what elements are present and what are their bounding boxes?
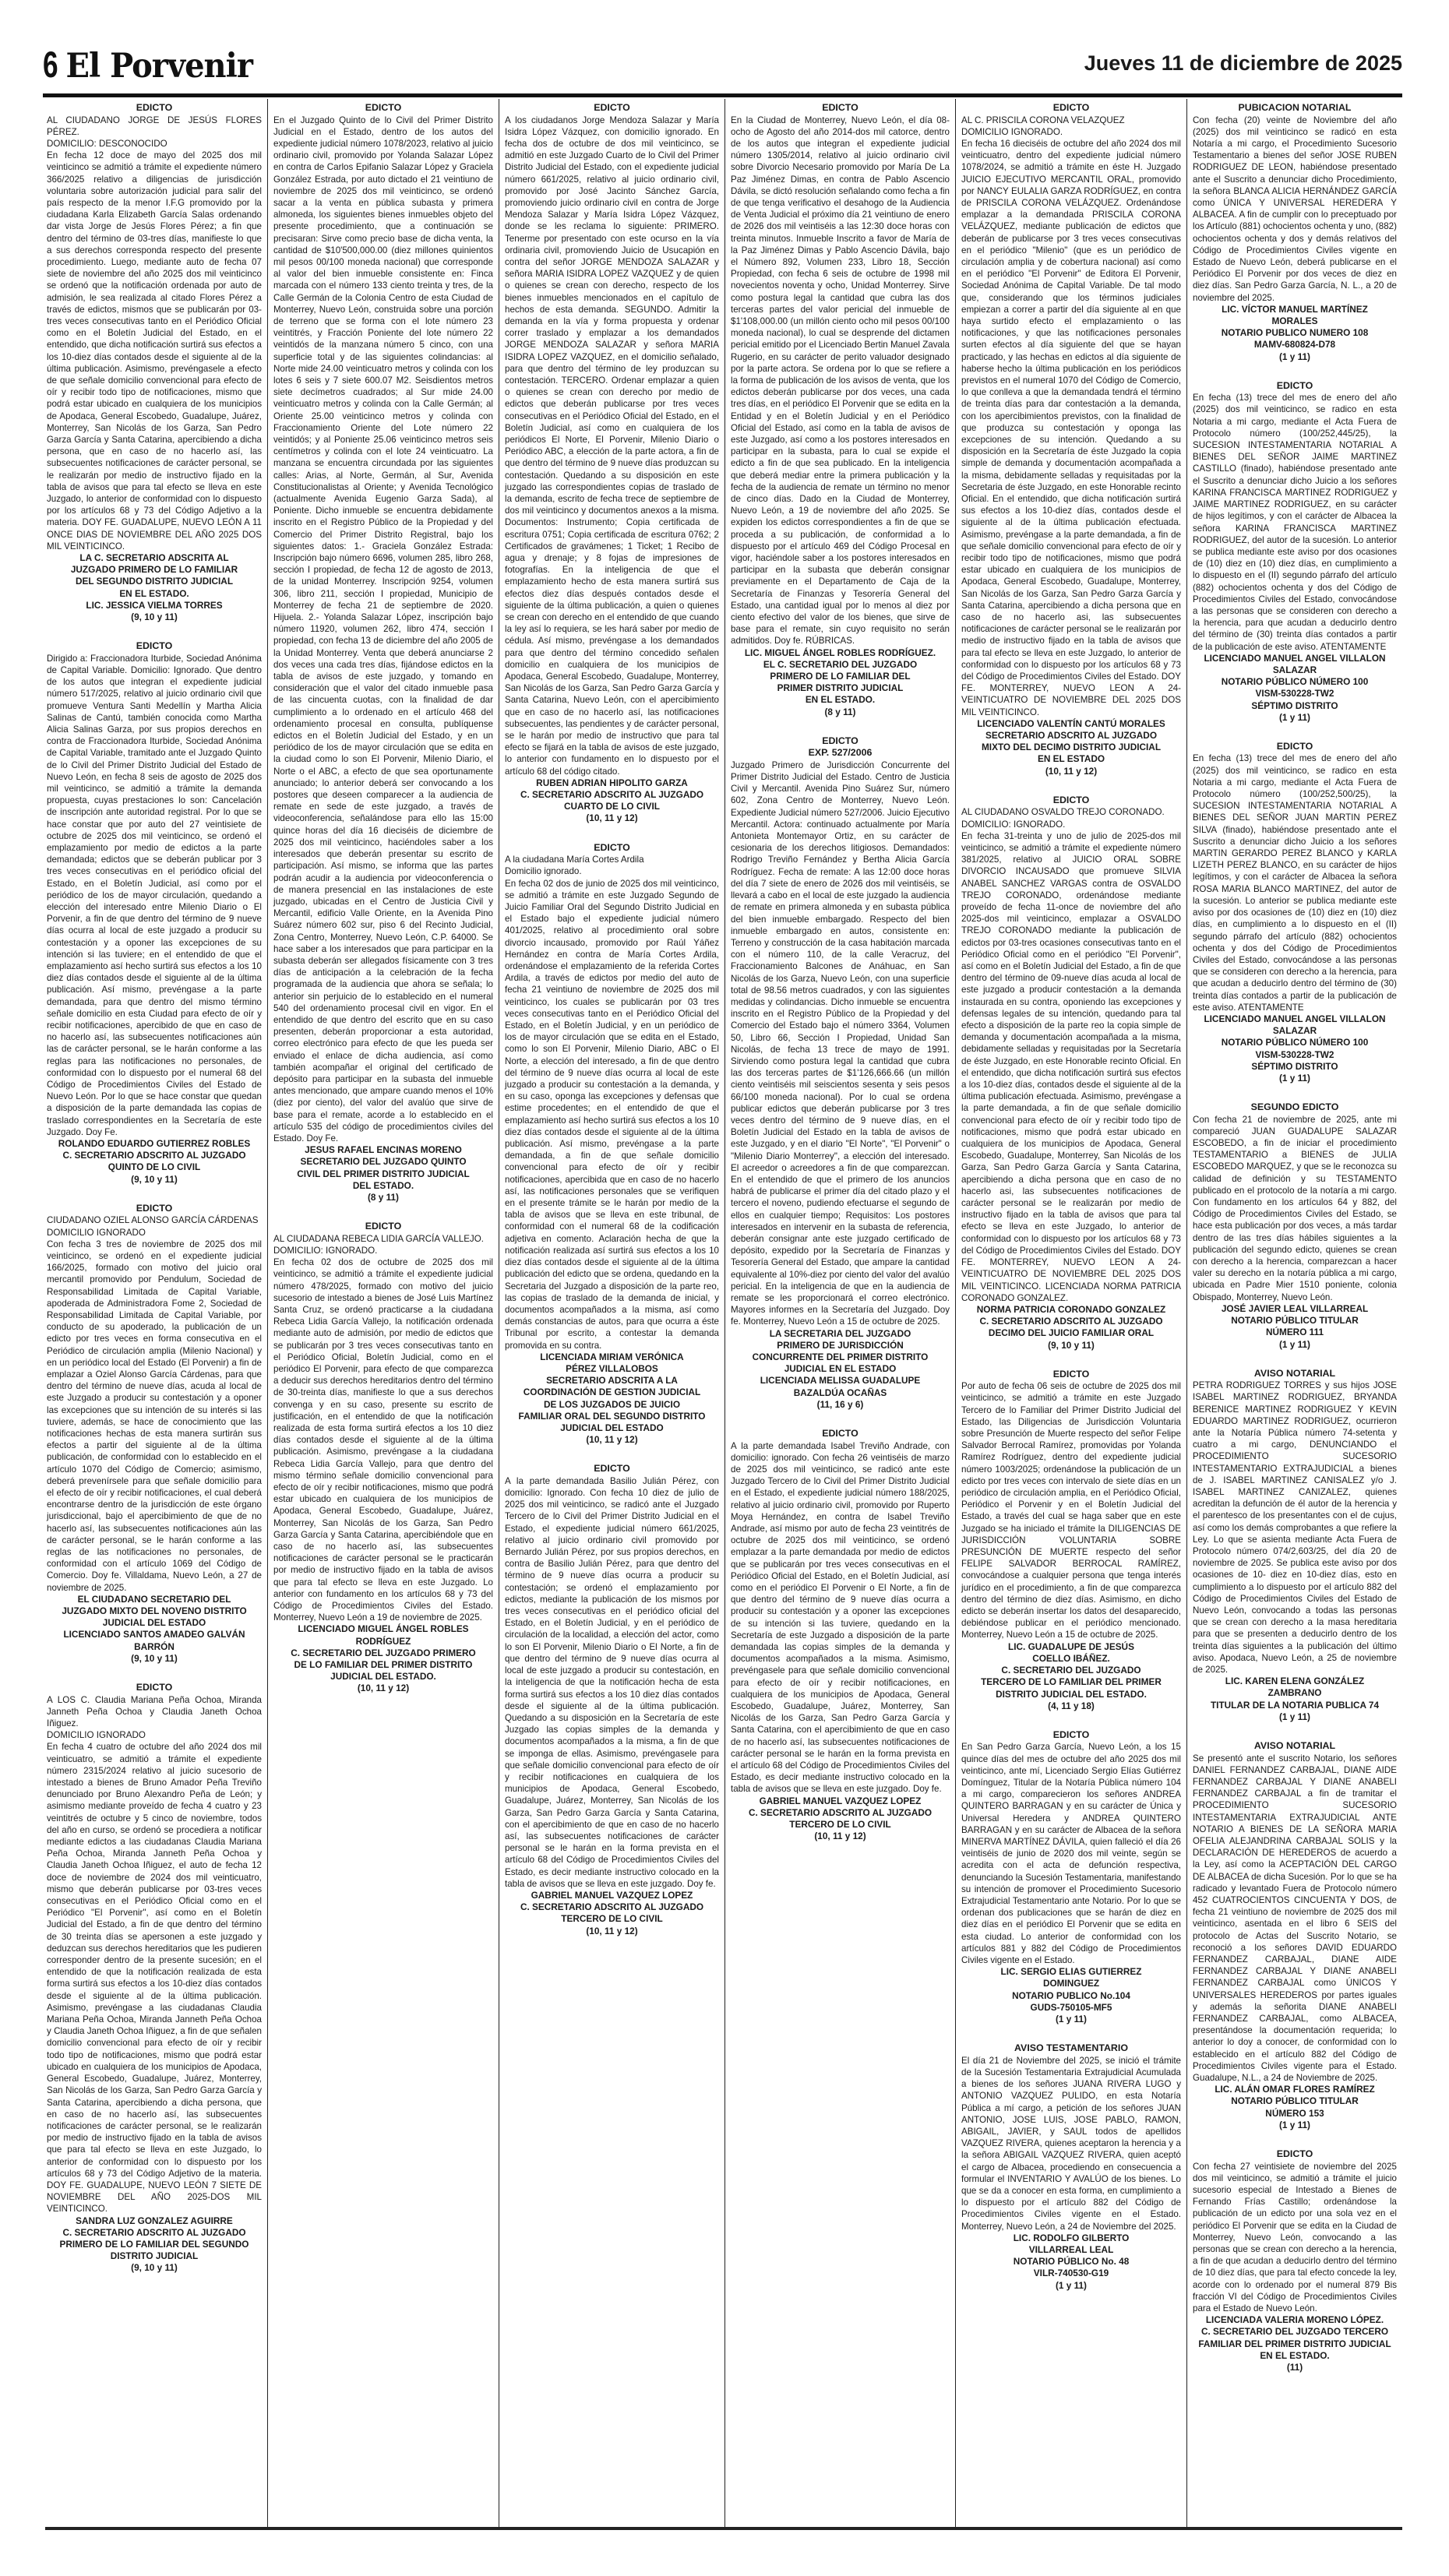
notice-body: PETRA RODRIGUEZ TORRES y sus hijos JOSE ISABEL MARTINEZ RODRIGUEZ, BRYANDA BERENICE MARTINEZ RODRIGUEZ Y KEVIN EDUARDO MARTINEZ RODRIGUEZ, ocurrieron ante la Notaría Pública número 74-setenta y cuatro a mi cargo, DENUNCIANDO el PROCEDIMIENTO SUCESORIO INTESTAMENTARIO EXTRAJUDICIAL a bienes de J. ISABEL MARTINEZ CANISALEZ y/o J. ISABEL MARTINEZ CANIZALEZ, quienes acreditan la defunción de él autor de la herencia y el parentesco de los presentantes con el de cujus, así como los demás comprobantes a que refiere la Ley. Lo que se asienta mediante Acta Fuera de Protocolo número 074/2,603/25, del día 20 de noviembre de 2025. Se publica este aviso por dos ocasiones de 10- diez en 10-diez días, esto en cumplimiento a lo dispuesto por el artículo 882 del Código de Procedimientos Civiles del Estado de Nuevo León, convocando a todas las personas que se crean con derecho a la masa hereditaria para que se presenten a deducirlo dentro de los treinta días siguientes a la publicación del último aviso. Apodaca, Nuevo León, a 25 de noviembre de 2025. <box>1193 1380 1397 1676</box>
publication-dates: (8 y 11) <box>367 1191 399 1203</box>
publication-dates: (1 y 11) <box>1278 711 1310 723</box>
notice-signature <box>1193 1013 1397 1073</box>
signature-line: JOSÉ JAVIER LEAL VILLARREAL <box>1221 1302 1369 1314</box>
signature-line: C. SECRETARIO ADSCRITO AL JUZGADO <box>62 1150 246 1161</box>
page-number: 6 <box>43 44 58 86</box>
signature-line: LICENCIADO SANTOS AMADEO GALVÁN <box>63 1629 245 1640</box>
signature-line: DE LO FAMILIAR DEL PRIMER DISTRITO <box>294 1659 473 1670</box>
signature-line: SANDRA LUZ GONZALEZ AGUIRRE <box>76 2215 233 2226</box>
signature-line: LIC. RODOLFO GILBERTO <box>1013 2232 1130 2243</box>
legal-notice <box>47 640 262 1186</box>
legal-notice <box>505 1463 719 1936</box>
signature-line: NÚMERO 153 <box>1265 2107 1324 2119</box>
notice-signature <box>1193 1676 1397 1711</box>
publication-dates: (9, 10 y 11) <box>131 1173 178 1185</box>
notice-signature <box>47 552 262 611</box>
signature-line: NORMA PATRICIA CORONADO GONZALEZ <box>976 1303 1166 1315</box>
publication-dates: (8 y 11) <box>824 706 856 717</box>
signature-line: LICENCIADA MELISSA GUADALUPE <box>760 1375 921 1387</box>
notice-body: Se presentó ante el suscrito Notario, los señores DANIEL FERNANDEZ CARBAJAL, DIANE AIDE FERNANDEZ CARBAJAL Y DIANE ANABELI FERNANDEZ CARBAJAL a fin de tramitar el PROCEDIMIENTO SUCESORIO INTESTAMENTARIA EXTRAJUDICIAL ANTE NOTARIO A BIENES DE LA SEÑORA MARIA OFELIA ALEJANDRINA CARBAJAL SOLIS y la DECLARACIÓN DE HEREDEROS de acuerdo a la Ley, así como la ACEPTACIÓN DEL CARGO DE ALBACEA de dicha Sucesión. Por lo que se ha radicado y levantado Fuera de Protocolo número 452 CUATROCIENTOS CINCUENTA Y DOS, de fecha 21 veintiuno de noviembre de 2025 dos mil veinticinco, asentada en el libro 6 SEIS del protocolo de Actas del Suscrito Notario, se reconoció a los señores DAVID EDUARDO FERNANDEZ CARBAJAL, DIANE AIDE FERNANDEZ CARBAJAL Y DIANE ANABELI FERNANDEZ CARBAJAL como ÚNICOS Y UNIVERSALES HEREDEROS por partes iguales y además la señorita DIANE ANABELI FERNANDEZ CARBAJAL, como ALBACEA, presentándose la documentación requerida; lo anterior lo doy a conocer, de conformidad con lo establecido en el artículo 882 del Código de Procedimientos Civiles vigente para el Estado. Guadalupe, N.L., a 24 de Noviembre de 2025. <box>1193 1753 1397 2084</box>
publication-dates: (1 y 11) <box>1278 2119 1310 2130</box>
notice-title: EDICTO <box>1052 1728 1090 1740</box>
notice-signature <box>961 718 1181 766</box>
signature-line: SALAZAR <box>1272 664 1317 675</box>
publication-dates: (1 y 11) <box>1055 2279 1087 2291</box>
column-1 <box>45 99 267 2527</box>
notice-domicile: DOMICILIO IGNORADO <box>47 1730 146 1741</box>
signature-line: NOTARIO PÚBLICO NÚMERO 100 <box>1221 1037 1369 1048</box>
notice-title: EDICTO <box>594 1463 630 1475</box>
signature-line: BARRÓN <box>134 1640 175 1652</box>
signature-line: JUDICIAL DEL ESTADO <box>560 1422 664 1433</box>
signature-line: VILR-740530-G19 <box>1033 2268 1109 2279</box>
signature-line: LA SECRETARIA DEL JUZGADO <box>769 1327 911 1339</box>
notice-signature <box>1193 2084 1397 2120</box>
notice-addressee: CIUDADANO OZIEL ALONSO GARCÍA CÁRDENAS <box>47 1215 259 1226</box>
legal-notice <box>1193 380 1397 724</box>
notice-body: A la parte demandada Basilio Julián Pérez, con domicilio: Ignorado. Con fecha 10 diez de julio de 2025 dos mil veinticinco, se radicó ante el Juzgado Tercero de lo Civil del Primer Distrito Judicial en el Estado, el expediente judicial número 661/2025, relativo al juicio ordinario civil promovido por Bernardo Julián Pérez, por sus propios derechos, en contra de Basilio Julián Pérez, para que dentro del término de 9 nueve días ocurra a producir su contestación; se ordenó el emplazamiento por edictos, mediante la publicación de los mismos por tres veces consecutivas en el periódico oficial del Estado, en el Boletín Judicial, y en el periódico de circulación de la localidad, a elección del actor, como lo son El Porvenir, Milenio Diario o El Norte, a fin de que dentro del término de 9 nueve días ocurra al local de este juzgado a producir su contestación, en la inteligencia de que la notificación hecha de esta forma surtirá sus efectos a los 10 diez días contados desde el siguiente al de la última publicación. Quedando a su disposición en la Secretaría de este Juzgado las copias simples de la demanda y documentos acompañados a la misma, a fin de que se imponga de ellas. Asimismo, prevéngasele para que señale domicilio convencional para efecto de oír y recibir notificaciones en cualquiera de los municipios de Apodaca, General Escobedo, Guadalupe, Juárez, Monterrey, San Nicolás de los Garza, San Pedro Garza García y Santa Catarina, con el apercibimiento de que en caso de no hacerlo así, las subsecuentes notificaciones de carácter personal se le harán en la forma prevista en el artículo 68 del Código de Procedimientos Civiles del Estado, es decir mediante instructivo colocado en la tabla de avisos que se lleva en este juzgado. Doy fe. <box>505 1475 719 1889</box>
column-2 <box>267 99 499 2527</box>
publication-dates: (1 y 11) <box>1278 351 1310 362</box>
notice-title: EDICTO <box>822 102 858 113</box>
notice-title: SEGUNDO EDICTO <box>1250 1101 1339 1113</box>
notice-addressee: AL CIUDADANO OSVALDO TREJO CORONADO. <box>961 807 1165 818</box>
notice-domicile: DOMICILIO IGNORADO <box>47 1227 146 1238</box>
column-4 <box>724 99 955 2527</box>
signature-line: ROLANDO EDUARDO GUTIERREZ ROBLES <box>58 1138 251 1150</box>
notice-signature <box>961 1966 1181 2014</box>
notice-addressee: AL C. PRISCILA CORONA VELAZQUEZ <box>961 115 1125 125</box>
signature-line: C. SECRETARIO DEL JUZGADO <box>1001 1665 1141 1676</box>
signature-line: EL C. SECRETARIO DEL JUZGADO <box>763 658 918 670</box>
signature-line: C. SECRETARIO ADSCRITO AL JUZGADO <box>520 1901 704 1913</box>
signature-line: LICENCIADO VALENTÍN CANTÚ MORALES <box>977 717 1165 729</box>
signature-line: TERCERO DE LO CIVIL <box>561 1913 663 1925</box>
notice-title: AVISO TESTAMENTARIO <box>1014 2042 1128 2054</box>
notice-title: AVISO NOTARIAL <box>1253 1740 1336 1752</box>
legal-notice <box>731 1428 950 1842</box>
signature-line: LIC. MIGUEL ÁNGEL ROBLES RODRÍGUEZ. <box>744 647 936 658</box>
signature-line: EL CIUDADANO SECRETARIO DEL <box>77 1593 231 1605</box>
signature-line: JUZGADO PRIMERO DE LO FAMILIAR <box>70 564 238 576</box>
signature-line: DISTRITO JUDICIAL DEL ESTADO. <box>996 1688 1147 1700</box>
signature-line: JUDICIAL DEL ESTADO <box>102 1617 206 1629</box>
signature-line: C. SECRETARIO ADSCRITO AL JUZGADO <box>979 1316 1163 1327</box>
signature-line: NOTARIO PÚBLICO No. 48 <box>1013 2256 1130 2268</box>
signature-line: ZAMBRANO <box>1267 1687 1322 1699</box>
publication-dates: (10, 11 y 12) <box>1045 765 1098 777</box>
notice-title: EDICTO <box>136 1682 173 1693</box>
signature-line: SECRETARIO DEL JUZGADO QUINTO <box>300 1156 467 1168</box>
legal-notice <box>47 102 262 623</box>
signature-line: NOTARIO PÚBLICO TITULAR <box>1231 2095 1359 2107</box>
signature-line: MORALES <box>1271 315 1318 326</box>
signature-line: CUARTO DE LO CIVIL <box>564 801 660 812</box>
signature-line: FAMILIAR ORAL DEL SEGUNDO DISTRITO <box>518 1410 706 1422</box>
legal-notice <box>47 1682 262 2274</box>
legal-notice <box>961 1369 1181 1712</box>
signature-line: C. SECRETARIO ADSCRITO AL JUZGADO <box>62 2226 246 2238</box>
notice-body: Juzgado Primero de Jurisdicción Concurrente del Primer Distrito Judicial del Estado. Centro de Justicia Civil y Mercantil. Avenida Pino Suárez Sur, número 602, Zona Centro de Monterrey, Nuevo León. Expediente Judicial número 527/2006. Juicio Ejecutivo Mercantil. Actora: continuado actualmente por María Antonieta Montemayor Ortiz, en su carácter de cesionaria de los derechos litigiosos. Demandados: Rodrigo Treviño Fernández y Bertha Alicia García Rodríguez. Fecha de remate: A las 12:00 doce horas del día 7 siete de enero de 2026 dos mil veintiséis, se llevará a cabo en el local de este juzgado la audiencia de remate en primera almoneda y en subasta pública del bien inmueble embargado. Respecto del bien inmueble embargado en autos, consistente en: Terreno y construcción de la casa habitación marcada con el número 110, de la calle Veracruz, del Fraccionamiento Balcones de Anáhuac, en San Nicolás de los Garza, Nuevo León, con una superficie total de 98.56 metros cuadrados, y con las siguientes medidas y colindancias. Dicho inmueble se encuentra inscrito en el Registro Público de la Propiedad y del Comercio del Estado bajo el número 3364, Volumen 50, Libro 66, Sección I Propiedad, Unidad San Nicolás, de fecha 13 trece de mayo de 1991. Sirviendo como postura legal la cantidad que cubra las dos terceras partes de $1'126,666.66 (un millón ciento veintiséis mil seiscientos sesenta y seis pesos 66/100 moneda nacional). Por lo cual se ordena publicar edictos que deberán publicarse por 3 tres veces dentro del término de 9 nueve días, en el Boletín Judicial del Estado en la tabla de avisos de este Juzgado, y en el diario "El Norte", "El Porvenir" o "Milenio Diario Monterrey", a elección del interesado. El acreedor o acreedores a fin de que comparezcan. En el entendido de que el primero de los anuncios habrá de publicarse el primer día del citado plazo y el tercero el noveno, pudiendo efectuarse el segundo de ellos en cualquier tiempo; Requisitos: Los postores interesados en intervenir en la subasta de referencia, deberán consignar ante este juzgado certificado de depósito, expedido por la Secretaría de Finanzas y Tesorería General del Estado, que ampare la cantidad equivalente al 10%-diez por ciento del valor del avalúo pericial. En la inteligencia de que en la audiencia de remate se les proporcionará el correo electrónico. Mayores informes en la Secretaría del Juzgado. Doy fe. Monterrey, Nuevo León a 15 de octubre de 2025. <box>731 759 950 1327</box>
signature-line: LIC. GUADALUPE DE JESÚS <box>1008 1640 1134 1652</box>
masthead <box>43 45 1402 89</box>
signature-line: JUDICIAL DEL ESTADO. <box>330 1671 436 1683</box>
notice-body: Por auto de fecha 06 seis de octubre de 2025 dos mil veinticinco, se admitió a trámite en este Juzgado Tercero de lo Familiar del Primer Distrito Judicial del Estado, las Diligencias de Jurisdicción Voluntaria sobre Presunción de Muerte respecto del señor Felipe Salvador Berrocal Ramírez, promovidas por Yolanda Ramírez Rodríguez, dentro del expediente judicial número 1003/2025; ordenándose la publicación de un edicto por tres veces con intervalo de siete días en un periódico de circulación amplia, en el Periódico Oficial, Periódico el Porvenir y en el Boletín Judicial del Estado, a través del cual se haga saber que en este Juzgado se ha iniciado el trámite la DILIGENCIAS DE JURISDICCIÓN VOLUNTARIA SOBRE PRESUNCIÓN DE MUERTE respecto del señor FELIPE SALVADOR BERROCAL RAMÍREZ, convocándose a cualquier persona que tenga interés jurídico en el procedimiento, a fin de que comparezca dentro del término de diez días. Asimismo, en dicho edicto se deberán insertar los datos del desaparecido, debiéndose publicar en el periódico mencionado. Monterrey, Nuevo León a 15 de octubre de 2025. <box>961 1381 1181 1640</box>
publication-dates: (11, 16 y 6) <box>816 1398 864 1410</box>
notice-signature <box>505 1351 719 1434</box>
publication-dates: (10, 11 y 12) <box>586 1925 638 1936</box>
signature-line: SÉPTIMO DISTRITO <box>1251 1060 1338 1072</box>
notice-signature <box>1193 304 1397 351</box>
notice-title: EDICTO <box>1052 794 1090 805</box>
signature-line: PRIMER DISTRITO JUDICIAL <box>777 682 904 694</box>
notice-body: En la Ciudad de Monterrey, Nuevo León, el día 08-ocho de Agosto del año 2014-dos mil catorce, dentro de los autos que integran el expediente judicial número 1305/2014, relativo al juicio ordinario civil sobre Divorcio Necesario promovido por María De La Paz Jiménez Dimas, en contra de Pablo Ascencio Dávila, se dictó resolución señalando como fecha a fin de que tenga verificativo el desahogo de la Audiencia de Venta Judicial el próximo día 21 veintiuno de enero de 2026 dos mil veintiséis a las 12:30 doce horas con treinta minutos. Inmueble Inscrito a favor de María de la Paz Jiménez Dimas y Pablo Ascencio Dávila, bajo el Número 892, Volumen 233, Libro 18, Sección Propiedad, con fecha 6 seis de octubre de 1998 mil novecientos noventa y ocho, Unidad Monterrey. Sirve como postura legal la cantidad que cubra las dos terceras partes del valor pericial del inmueble de $1'108,000.00 (un millón ciento ocho mil pesos 00/100 moneda nacional), lo cual se desprende del dictamen pericial emitido por el Licenciado Bertin Manuel Zavala Rugerio, en su carácter de perito valuador designado por la parte actora. Se ordena por lo que se refiere a la forma de publicación de los avisos de venta, que los edictos deberán publicarse por dos veces, una cada tres días, en el periódico El Porvenir que se edita en la Entidad y en el Boletín Judicial y en el Periódico Oficial del Estado, así como en la tabla de avisos de este Juzgado, así como a los postores interesados en participar en la subasta, para lo cual se expide el edicto a fin de que sea publicado. En la inteligencia que deberá mediar entre la primera publicación y la fecha de la audiencia de remate un término no menor de cinco días. Dado en la Ciudad de Monterrey, Nuevo León, a 19 de noviembre del año 2025. Se expiden los edictos correspondientes a fin de que se proceda a su publicación, de conformidad a lo dispuesto por el artículo 469 del Código Procesal en vigor, haciéndole saber a los postores interesados en participar en la subasta que deberán consignar previamente en el Departamento de Caja de la Secretaría de Finanzas y Tesorería General del Estado, una cantidad igual por lo menos al diez por ciento efectivo del valor de los bienes, que sirve de base para el remate, sin cuyo requisito no serán admitidos. Doy fe. RÚBRICAS. <box>731 115 950 647</box>
legal-notice <box>961 1729 1181 2025</box>
notice-body: En fecha 16 dieciséis de octubre del año 2024 dos mil veinticuatro, dentro del expediente judicial número 1078/2024, se admitió a trámite en éste H. Juzgado JUICIO EJECUTIVO MERCANTIL ORAL, promovido por NANCY EULALIA GARZA RODRÍGUEZ, en contra de PRISCILA CORONA VELÁZQUEZ. Ordenándose emplazar a la demandada PRISCILA CORONA VELÁZQUEZ, mediante publicación de edictos que deberán de publicarse por 3 tres veces consecutivas en el periódico "Milenio" (que es un periódico de circulación amplia y de cobertura nacional) así como en el periódico "El Porvenir" de Editora El Porvenir, Sociedad Anónima de Capital Variable. De tal modo que, considerando que los términos judiciales empiezan a correr a partir del día siguiente al en que haya surtido efecto el emplazamiento o las notificaciones, y que las notificaciones personales surten efectos al día siguiente del que se hayan practicado, y las hechas en edictos al día siguiente de haberse hecho la última publicación en los periódicos previstos en el numeral 1070 del Código de Comercio, lo que conlleva a que la demandada tendrá el término de treinta días para dar contestación a la demanda, con los apercibimientos previstos, con la finalidad de que produzca su contestación y oponga las excepciones de su intención. Quedando a su disposición en la Secretaría de éste Juzgado la copia simple de demanda y documentación acompañada a la misma, debidamente selladas y requisitadas por la Secretaria de éste Juzgado, en este Honorable recinto Oficial. En el entendido, que dicha notificación surtirá sus efectos a los 10-diez días, contados desde el siguiente al de la última publicación efectuada. Asimismo, prevéngase a la parte demandada, a fin de que señale domicilio convencional para efecto de oír y recibir todo tipo de notificaciones, mismo que podrá estar ubicado en cualquiera de los municipios de Apodaca, General Escobedo, Guadalupe, Monterrey, San Nicolás de los Garza, San Pedro Garza García y Santa Catarina, apercibiendo a dicha persona que en caso de no hacerlo asi, las subsecuentes notificaciones de carácter personal se le realizarán por medio de instructivo fijado en la tabla de avisos que para tal efecto se lleva en este Juzgado, lo anterior de conformidad con lo dispuesto por los artículos 68 y 73 del Código de Procedimientos Civiles del Estado. DOY FE. MONTERREY, NUEVO LEON A 24-VEINTICUATRO DE NOVIEMBRE DEL 2025 DOS MIL VEINTICINCO. <box>961 138 1181 717</box>
signature-line: CONCURRENTE DEL PRIMER DISTRITO <box>752 1351 929 1363</box>
legal-notice <box>273 102 493 1203</box>
signature-line: EN EL ESTADO. <box>1260 2349 1330 2361</box>
signature-line: QUINTO DE LO CIVIL <box>108 1161 201 1173</box>
notice-title: EDICTO <box>136 640 173 652</box>
legal-notice <box>1193 741 1397 1084</box>
signature-line: LICENCIADA VALERIA MORENO LÓPEZ. <box>1205 2314 1384 2326</box>
legal-notice <box>505 102 719 825</box>
notice-title: EDICTO <box>1276 2148 1313 2160</box>
signature-line: C. SECRETARIO ADSCRITO AL JUZGADO <box>520 789 704 801</box>
notice-signature <box>505 777 719 813</box>
signature-line: MAMV-680824-D78 <box>1253 339 1336 351</box>
notice-addressee: A LOS C. Claudia Mariana Peña Ochoa, Miranda Janneth Peña Ochoa y Claudia Janeth Ochoa Iñiguez. <box>47 1694 262 1728</box>
notice-title: EDICTO <box>365 1221 402 1232</box>
signature-line: LA C. SECRETARIO ADSCRITA AL <box>79 552 229 564</box>
notice-title: EDICTO <box>1052 1368 1090 1380</box>
notice-body: En fecha (13) trece del mes de enero del año (2025) dos mil veinticinco, se radico en esta Notaria a mi cargo, mediante el Acta Fuera de Protocolo número (100/252,445/25), la SUCESION INTESTAMENTARIA NOTARIAL A BIENES DEL SEÑOR JAIME MARTINEZ CASTILLO (finado), habiéndose presentado ante el Suscrito a denunciar dicho Juicio a los señores KARINA FRANCISCA MARTINEZ RODRIGUEZ y JAIME MARTINEZ RODRIGUEZ, en su carácter de hijos legítimos, y con el carácter de Albacea la señora KARINA FRANCISCA MARTINEZ RODRIGUEZ, del autor de la sucesión. Lo anterior se publica mediante este aviso por dos ocasiones de (10) diez en (10) diez días, en cumplimiento a lo dispuesto en el (II) segundo párrafo del artículo (882) ochocientos ochenta y dos del Código de Procedimientos Civiles del Estado, convocándose a las personas que se consideren con derecho a la herencia, para que acudan a deducirlo dentro del término de (30) treinta días contados a partir de la publicación de este aviso. ATENTAMENTE <box>1193 393 1397 652</box>
signature-line: GABRIEL MANUEL VAZQUEZ LOPEZ <box>531 1889 693 1901</box>
notice-signature <box>731 647 950 707</box>
legal-notice <box>731 102 950 718</box>
signature-line: TERCERO DE LO FAMILIAR DEL PRIMER <box>981 1676 1162 1688</box>
notice-addressee: AL CIUDADANO JORGE DE JESÚS FLORES PÉREZ. <box>47 115 262 137</box>
signature-line: RODRÍGUEZ <box>355 1635 411 1647</box>
publication-dates: (1 y 11) <box>1055 2014 1087 2025</box>
signature-line: C. SECRETARIO DEL JUZGADO TERCERO <box>1200 2326 1389 2338</box>
legal-notice <box>1193 1368 1397 1723</box>
notice-body: Dirigido a: Fraccionadora Iturbide, Sociedad Anónima de Capital Variable. Domicilio: Ignorado. Que dentro de los autos que integran el expediente judicial número 517/2025, relativo al juicio ordinario civil que promueve Ventura Santi Medellín y Martha Alicia Salinas de Cantú, también conocida como Martha Alicia Salinas Garza, por sus propios derechos en contra de Fraccionadora Iturbide, Sociedad Anónima de Capital Variable, tramitado ante el Juzgado Quinto de lo Civil del Primer Distrito Judicial del Estado de Nuevo León, en fecha 8 seis de agosto de 2025 dos mil veinticinco, se admitió a trámite la demanda propuesta, cuyas prestaciones lo son: Cancelación de inscripción ante autoridad registral. Por lo que se hace constar que por auto del 27 veintisiete de octubre de 2025 dos mil veinticinco, se ordenó el emplazamiento por medio de edictos a la parte demandada; edictos que se deberán publicar por 3 tres veces consecutivas en el periódico oficial del Estado, en el Boletín Judicial, así como por el periódico de los de mayor circulación, quedando a elección del interesado entre Milenio Diario o El Porvenir, a fin de que dentro del término de 9 nueve días ocurra al local de este juzgado a producir su contestación y a oponer las excepciones de su intención si las tuviere; en el entendido de que el emplazamiento así hecho surtirá sus efectos a los 10 diez días contados desde el siguiente al de la última publicación. Así mismo, prevéngase a la parte demandada, para que dentro del mismo término señale domicilio en esta Ciudad para efecto de oír y recibir notificaciones, apercibido de que en caso de no hacerlo así, las subsecuentes notificaciones aún las de carácter personal, se le harán conforme a las reglas para las notificaciones no personales, de conformidad con lo dispuesto por el numeral 68 del Código de Procedimientos Civiles del Estado de Nuevo León. Por lo que se hace constar que quedan a disposición de la parte demandada las copias de traslado correspondientes en la Secretaría de este Juzgado. Doy Fe. <box>47 653 262 1137</box>
signature-line: DISTRITO JUDICIAL <box>110 2250 199 2262</box>
signature-line: NOTARIO PÚBLICO TITULAR <box>1231 1315 1359 1327</box>
publication-dates: (4, 11 y 18) <box>1048 1700 1095 1711</box>
signature-line: JUDICIAL EN EL ESTADO <box>784 1363 897 1375</box>
signature-line: JESUS RAFAEL ENCINAS MORENO <box>305 1144 462 1156</box>
legal-notice <box>1193 2148 1397 2373</box>
notice-body: Con fecha (20) veinte de Noviembre del año (2025) dos mil veinticinco se radicó en esta Notaría a mi cargo, el Procedimiento Sucesorio Testamentario a bienes del señor JOSE RUBEN RODRIGUEZ DE LEON, habiéndose presentado ante el Suscrito a denunciar dicho Procedimiento, la señora BLANCA ALICIA HERNÁNDEZ GARCÍA como ÚNICA Y UNIVERSAL HEREDERA Y ALBACEA. A fin de cumplir con lo preceptuado por los Artículo (881) ochocientos ochenta y uno, (882) ochocientos ochenta y dos y demás relativos del Código de Procedimientos Civiles vigente en Estado de Nuevo León, deberá publicarse en el Periódico El Porvenir por dos veces de diez en diez días. San Pedro Garza García, N. L., a 20 de noviembre del 2025. <box>1193 115 1397 303</box>
notice-domicile: DOMICILIO: IGNORADO. <box>961 819 1066 830</box>
signature-line: SECRETARIO ADSCRITO AL JUZGADO <box>985 730 1157 742</box>
signature-line: LIC. JESSICA VIELMA TORRES <box>86 599 223 611</box>
legal-notice <box>505 842 719 1447</box>
signature-line: DEL ESTADO. <box>352 1179 414 1191</box>
signature-line: DECIMO DEL JUICIO FAMILIAR ORAL <box>988 1327 1155 1339</box>
publication-dates: (10, 11 y 12) <box>357 1683 410 1694</box>
signature-line: SECRETARIO ADSCRITA A LA <box>546 1375 678 1387</box>
legal-notice <box>47 1203 262 1665</box>
signature-line: SÉPTIMO DISTRITO <box>1251 700 1338 711</box>
notice-title: EDICTO <box>136 102 173 113</box>
signature-line: NOTARIO PUBLICO NUMERO 108 <box>1221 327 1369 339</box>
notice-title: EDICTO <box>1276 379 1313 391</box>
signature-line: RUBEN ADRIAN HIPOLITO GARZA <box>536 777 688 788</box>
publication-dates: (9, 10 y 11) <box>1048 1339 1095 1351</box>
signature-line: BAZALDÚA OCAÑAS <box>793 1387 887 1398</box>
notice-body: En el Juzgado Quinto de lo Civil del Primer Distrito Judicial en el Estado, dentro de los autos del expediente judicial número 1078/2023, relativo al juicio ordinario civil, promovido por Yolanda Salazar López en contra de Carlos Epifanio Salazar López y Graciela González Estrada, por auto dictado el 21 veintiuno de noviembre de 2025 dos mil veinticinco, se ordenó sacar a la venta en pública subasta y primera almoneda, los siguientes bienes inmuebles objeto del presente procedimiento, que a continuación se precisaran: Sirve como precio base de dicha venta, la cantidad de $10'500,000.00 (diez millones quinientos mil pesos 00/100 moneda nacional) que corresponde al valor del bien inmueble consistente en: Finca marcada con el número 133 ciento treinta y tres, de la Calle Germán de la Colonia Centro de esta Ciudad de Monterrey, Nuevo León, construida sobre una porción de terreno que se forma con el lote número 23 veintitrés, y Fracción Poniente del lote número 22 veintidós de la manzana número 5 cinco, con una superficie total y de las siguientes colindancias: al Norte mide 24.00 veinticuatro metros y colinda con los lotes 6 seis y 7 siete 600.07 M2. Seisdientos metros siete decímetros cuadrados; al Sur mide 24.00 veinticuatro metros y colinda con la Calle Germán; al Oriente 25.00 veinticinco metros y colinda con Fraccionamiento Oriente del Lote número 22 veintidós; y al Poniente 25.06 veinticinco metros seis centímetros y colinda con el lote 24 veinticuatro. La manzana se encuentra circundada por las siguientes calles: Arias, al Norte, Germán, al Sur, Avenida Constitucionalistas al Oriente; y Avenida Tecnológico (actualmente Avenida Eugenio Garza Sada), al Poniente. Dicho inmueble se encuentra debidamente inscrito en el Registro Público de la Propiedad y del Comercio del Primer Distrito Registral, bajo los siguientes datos: 1.- Graciela González Estrada: Inscripción bajo número 6696, volumen 285, libro 268, sección I propiedad, de fecha 12 de agosto de 2013, de la unidad Monterrey. Inscripción 9254, volumen 306, libro 211, sección I propiedad, Municipio de Monterrey de fecha 21 de septiembre de 2020. Hijuela. 2.- Yolanda Salazar López, inscripción bajo número 11920, volumen 262, libro 474, sección I propiedad, con fecha 13 de diciembre del año 2005 de la Unidad Monterrey. Venta que deberá anunciarse 2 dos veces una cada tres días, fijándose edictos en la tabla de avisos de este juzgado, y tomando en consideración que el valor del citado inmueble pasa de las cincuenta cuotas, con la finalidad de dar cumplimiento a lo ordenado en el artículo 468 del ordenamiento procesal en consulta, publíquense edictos en el Boletín Judicial del Estado, y en un periódico de los de mayor circulación que se edita en la ciudad como lo son El Porvenir, Milenio Diario, el Norte o el ABC, a efecto de que sea oportunamente anunciado; lo anterior deberá ser convocando a los postores que deseen comparecer a la audiencia de remate en sede de este juzgado, a través de videoconferencia, señalándose para ello las 15:00 quince horas del día 16 dieciséis de diciembre de 2025 dos mil veinticinco, haciéndoles saber a los interesados que deberán presentar su escrito de participación. Así mismo, se informa que las partes podrán acudir a la audiencia por videoconferencia o de manera presencial en las instalaciones de este juzgado, ubicadas en el Centro de Justicia Civil y Mercantil, edificio Valle Oriente, en la Avenida Pino Suárez número 602 sur, piso 6 del Recinto Judicial, Zona Centro, Monterrey, Nuevo León, C.P. 64000. Se hace saber a los interesados que para participar en la subasta deberán ser allegados físicamente con 3 tres días de anticipación a la celebración de la fecha programada de la audiencia que ahora se señala; lo anterior sin perjuicio de lo establecido en el numeral 540 del ordenamiento procesal civil en vigor. En el entendido de que dentro del escrito que en su caso presenten, deberán proporcionar a esta autoridad, correo electrónico para efecto de que les pueda ser enviado el enlace de dicha audiencia, así como también acompañar el original del certificado de depósito para participar en la subasta del inmueble antes mencionado, que ampare cuando menos el 10% (diez por ciento), del valor del avalúo que sirve de base para el remate, acorde a lo establecido en el artículo 535 del código de procedimientos civiles del Estado. Doy Fe. <box>273 115 493 1144</box>
signature-line: LICENCIADO MANUEL ANGEL VILLALON <box>1204 652 1386 664</box>
notice-signature <box>1193 653 1397 712</box>
signature-line: VISM-530228-TW2 <box>1255 1048 1334 1060</box>
signature-line: PÉREZ VILLALOBOS <box>566 1362 658 1374</box>
legal-notice <box>1193 1740 1397 2131</box>
notice-body: A los ciudadanos Jorge Mendoza Salazar y María Isidra López Vázquez, con domicilio ignorado. En fecha dos de octubre de dos mil veinticinco, se admitió en este Juzgado Cuarto de lo Civil del Primer Distrito Judicial del Estado, con el expediente judicial número 661/2025, relativo al juicio ordinario civil, promovido por José Jacinto Sánchez García, promoviendo juicio ordinario civil en contra de Jorge Mendoza Salazar y María Isidra López Vázquez, donde se les reclama lo siguiente: PRIMERO. Tenerme por presentado con este ocurso en la vía ordinaria civil, promoviendo Juicio de Usucapión en contra del señor JORGE MENDOZA SALAZAR y señora MARIA ISIDRA LOPEZ VAZQUEZ y de quien o quienes se crean con derecho, respecto de los bienes inmuebles mencionados en el capítulo de hechos de esta demanda. SEGUNDO. Admitir la demanda en la vía y forma propuesta y ordenar correr traslado y emplazar a los demandados JORGE MENDOZA SALAZAR y señora MARIA ISIDRA LOPEZ VAZQUEZ, en el domicilio señalado, para que dentro del término de ley produzcan su contestación. TERCERO. Ordenar emplazar a quien o quienes se crean con derecho por medio de edictos que deberán publicarse por tres veces consecutivas en el Periódico Oficial del Estado, en el Boletín Judicial, así como en cualquiera de los periódicos El Norte, El Porvenir, Milenio Diario o Periódico ABC, a elección de la parte actora, a fin de que dentro del término de 9 nueve días produzcan su contestación. Quedando a su disposición en este juzgado las correspondientes copias de traslado de la demanda, escrito de fecha trece de septiembre de dos mil veinticinco y documentos anexos a la misma. Documentos: Instrumento; Copia certificada de escritura 0751; Copia certificada de escritura 0762; 2 Certificados de gravámenes; 1 Ticket; 1 Recibo de agua y drenaje; y 8 fojas de impresiones de fotografías. En la inteligencia de que el emplazamiento hecho de esta manera surtirá sus efectos diez días después contados desde el siguiente de la última publicación, a quien o quienes se crean con derecho en el entendido de que cuando la ley así lo requiera, se les hará saber por medio de cédula. Así mismo, prevéngase a los demandados para que dentro del término concedido señalen domicilio en cualquiera de los municipios de Apodaca, General Escobedo, Guadalupe, Monterrey, San Nicolás de los Garza, San Pedro Garza García y Santa Catarina, Nuevo León, con el apercibimiento que en caso de no hacerlo así, las notificaciones subsecuentes, las pendientes y de carácter personal, se le harán por medio de instructivo que para tal efecto se fijará en la tabla de avisos de este juzgado, lo anterior con fundamento en lo dispuesto por el artículo 68 del código citado. <box>505 115 719 777</box>
legal-notice <box>273 1221 493 1694</box>
notice-title: AVISO NOTARIAL <box>1253 1367 1336 1379</box>
publication-dates: (10, 11 y 12) <box>586 1434 638 1446</box>
notice-body: En fecha 02 dos de octubre de 2025 dos mil veinticinco, se admitió a trámite el expediente judicial número 478/2025, formado con motivo del juicio sucesorio de intestado a bienes de José Luis Martínez Santa Cruz, se ordenó practicarse a la ciudadana Rebeca Lidia García Vallejo, la notificación ordenada mediante auto de admisión, por medio de edictos que se publicarán por 3 tres veces consecutivas tanto en el Periódico Oficial, Boletín Judicial, como en el periódico El Porvenir, para efecto de que comparezca a deducir sus derechos hereditarios dentro del término de 30-treinta días, manifieste lo que a sus derechos convenga y en su caso, presente su escrito de justificación, en el entendido de que la notificación realizada de esta forma surtirá efectos a los 10 diez días contados desde el siguiente al de la última publicación. Asimismo, prevéngase a la ciudadana Rebeca Lidia García Vallejo, para que dentro del mismo término señale domicilio convencional para efecto de oír y recibir notificaciones, mismo que podrá estar ubicado en cualquiera de los municipios de Apodaca, General Escobedo, Guadalupe, Juárez, Monterrey, San Nicolás de los Garza, San Pedro Garza García y Santa Catarina, apercibiéndole que en caso de no hacerlo así, las subsecuentes notificaciones de carácter personal se le practicarán por medio de instructivo fijado en la tabla de avisos que para tal efecto se lleva en este Juzgado. Lo anterior con fundamento en los artículos 68 y 73 del Código de Procedimientos Civiles del Estado. Monterrey, Nuevo León a 19 de noviembre de 2025. <box>273 1257 493 1623</box>
signature-line: COORDINACIÓN DE GESTION JUDICIAL <box>523 1387 701 1398</box>
notice-title: EDICTO <box>136 1202 173 1214</box>
notice-addressee: AL CIUDADANA REBECA LIDIA GARCÍA VALLEJO. <box>273 1233 484 1244</box>
signature-line: DE LOS JUZGADOS DE JUICIO <box>543 1398 680 1410</box>
notice-body: Con fecha 3 tres de noviembre de 2025 dos mil veinticinco, se ordenó en el expediente judicial 166/2025, formado con motivo del juicio oral mercantil promovido por Pendulum, Sociedad de Responsabilidad Limitada de Capital Variable, apoderada de Administradora Fome 2, Sociedad de Responsabilidad Limitada de Capital Variable, por conducto de su apoderado, la publicación de un edicto por tres veces en forma consecutiva en el Periódico de circulación amplia (Milenio Nacional) y en un periódico local del Estado (El Porvenir) a fin de emplazar a Oziel Alonso García Cárdenas, para que dentro del término de nueve días, acuda al local de este Juzgado a producir su contestación y a oponer las excepciones que su intención de su interés si las tuviere, además, se hace de conocimiento que las notificaciones hechas de esta manera surtirán sus efectos a partir del siguiente al de la última publicación, de conformidad con lo establecido en el artículo 1070 del Código de Comercio; asimismo, deberá prevenírsele para que señale domicilio para el efecto de oír y recibir notificaciones, el cual deberá encontrarse dentro de la jurisdicción de este órgano jurisdiccional, bajo el apercibimiento de que de no hacerlo así, las subsecuentes notificaciones aún las de carácter personal, se le harán conforme a las reglas de las notificaciones no personales, de conformidad con el artículo 1069 del Código de Comercio. Doy fe. Villaldama, Nuevo León, a 27 de noviembre de 2025. <box>47 1239 262 1593</box>
signature-line: VILLARREAL LEAL <box>1028 2244 1114 2256</box>
notice-body: El día 21 de Noviembre del 2025, se inició el trámite de la Sucesión Testamentaria Extrajudicial Acumulada a bienes de los señores JUANA RIVERA LUGO y ANTONIO VAZQUEZ PULIDO, en esta Notaría Pública a mí cargo, a petición de los señores JUAN ANTONIO, JOSE LUIS, JOSE PABLO, RAMON, ABIGAIL, JAVIER, y SAUL todos de apellidos VAZQUEZ RIVERA, quienes aceptaron la herencia y a la señora ABIGAIL VAZQUEZ RIVERA, quien aceptó el cargo de Albacea, procediendo en consecuencia a formular el INVENTARIO Y AVALÚO de los bienes. Lo que se da a conocer en esta forma, en cumplimiento a lo dispuesto por el artículo 882 del Código de Procedimientos Civiles vigente en el Estado. Monterrey, Nuevo León, a 24 de Noviembre del 2025. <box>961 2055 1181 2232</box>
publication-dates: (10, 11 y 12) <box>586 812 638 824</box>
notice-signature <box>1193 1303 1397 1339</box>
publication-dates: (9, 10 y 11) <box>131 1652 178 1664</box>
classifieds-columns <box>45 99 1402 2527</box>
signature-line: COELLO IBÁÑEZ. <box>1032 1652 1110 1664</box>
publication-dates: (9, 10 y 11) <box>131 2262 178 2274</box>
signature-line: EN EL ESTADO. <box>805 694 876 706</box>
notice-domicile: Domicilio ignorado. <box>505 866 582 877</box>
signature-line: C. SECRETARIO ADSCRITO AL JUZGADO <box>748 1806 933 1818</box>
notice-signature <box>273 1144 493 1192</box>
notice-body: En San Pedro Garza García, Nuevo León, a los 15 quince días del mes de octubre del año 2025 dos mil veinticinco, ante mí, Licenciado Sergio Elías Gutiérrez Domínguez, Titular de la Notaría Pública número 104 a mi cargo, comparecieron los señores ANDREA QUINTERO BARRAGAN y en su carácter de Única y Universal Heredera y ANDREA QUINTERO BARRAGAN y en su carácter de Albacea de la señora MINERVA MARTÍNEZ DÁVILA, quien falleció el día 26 veintiséis de junio de 2020 dos mil veinte, según se acredita con el acta de defunción respectiva, denunciando la Sucesión Testamentaria, manifestando su intención de promover el Procedimiento Sucesorio Extrajudicial Testamentario ante Notario. Por lo que se ordenan dos publicaciones que se harán de diez en diez días en el periódico El Porvenir que se edita en esta ciudad. Lo anterior de conformidad con los artículos 881 y 882 del Código de Procedimientos Civiles vigente en el Estado. <box>961 1742 1181 1966</box>
signature-line: FAMILIAR DEL PRIMER DISTRITO JUDICIAL <box>1198 2338 1391 2349</box>
signature-line: NÚMERO 111 <box>1265 1327 1324 1338</box>
signature-line: EN EL ESTADO. <box>119 587 189 599</box>
notice-signature <box>47 1594 262 1653</box>
notice-body: En fecha 4 cuatro de octubre del año 2024 dos mil veinticuatro, se admitió a trámite el expediente número 2315/2024 relativo al juicio sucesorio de intestado a bienes de Bruno Amador Peña Treviño denunciado por Bruno Alexandro Peña de León; y asimismo mediante proveído de fecha 4 cuatro y 23 veintitrés de octubre y 5 cinco de noviembre, todos del año en curso, se ordenó se procediera a notificar mediante edictos a las ciudadanas Claudia Mariana Peña Ochoa, Miranda Janneth Peña Ochoa y Claudia Janeth Ochoa Iñiguez, el auto de fecha 12 doce de noviembre de 2024 dos mil veinticuatro, mismo que deberán publicarse por 03-tres veces consecutivas en el Periódico Oficial como en el Periódico "El Porvenir", así como en el Boletín Judicial del Estado, a fin de que dentro del término de 30 treinta días se apersonen a este juzgado y deduzcan sus derechos hereditarios que les pudieren corresponder dentro de la presente sucesión; en el entendido de que la notificación realizada de esta forma surtirá sus efectos a los 10-diez días contados desde el siguiente al de la última publicación. Asimismo, prevéngase a las ciudadanas Claudia Mariana Peña Ochoa, Miranda Janneth Peña Ochoa y Claudia Janeth Ochoa Iñiguez, a fin de que señalen domicilio convencional para efecto de oír y recibir todo tipo de notificaciones, mismo que podrá estar ubicado en cualquiera de los municipios de Apodaca, General Escobedo, Guadalupe, Juárez, Monterrey, San Nicolás de los Garza, San Pedro Garza García y Santa Catarina, apercibiendo a dicha persona, que en caso de no hacerlo así, las subsecuentes notificaciones de carácter personal, se le realizarán por medio de instructivo fijado en la tabla de avisos que para tal efecto se lleva en este Juzgado, lo anterior de conformidad con lo dispuesto por los artículos 68 y 73 del Código Adjetivo de la materia. DOY FE. GUADALUPE, NUEVO LEÓN 7 SIETE DE NOVIEMBRE DEL AÑO 2025-DOS MIL VEINTICINCO. <box>47 1742 262 2215</box>
publication-dates: (11) <box>1286 2362 1303 2373</box>
notice-signature <box>731 1328 950 1399</box>
signature-line: PRIMERO DE LO FAMILIAR DEL SEGUNDO <box>59 2238 249 2250</box>
signature-line: LIC. SERGIO ELIAS GUTIERREZ <box>1000 1966 1142 1978</box>
signature-line: GUDS-750105-MF5 <box>1030 2001 1112 2013</box>
notice-body: Con fecha 27 veintisiete de noviembre del 2025 dos mil veinticinco, se admitió a trámite el juicio sucesorio especial de Intestado a Bienes de Fernando Frías Castillo; ordenándose la publicación de un edicto por una sola vez en el periódico El Porvenir que se edita en la Ciudad de Monterrey, Nuevo León, convocando a las personas que se crean con derecho a la herencia, a fin de que acudan a deducirlo dentro del término de 10 diez días, que para tal efecto concede la ley, acorde con lo ordenado por el numeral 879 Bis fracción VI del Código de Procedimientos Civiles para el Estado de Nuevo León. <box>1193 2161 1397 2314</box>
signature-line: C. SECRETARIO DEL JUZGADO PRIMERO <box>291 1647 476 1658</box>
signature-line: PRIMERO DE JURISDICCIÓN <box>777 1339 904 1351</box>
issue-date: Jueves 11 de diciembre de 2025 <box>1084 51 1402 75</box>
signature-line: TERCERO DE LO CIVIL <box>789 1819 891 1831</box>
legal-notice <box>1193 1101 1397 1351</box>
signature-line: LIC. ALÁN OMAR FLORES RAMÍREZ <box>1215 2084 1375 2095</box>
notice-title: EDICTO <box>365 102 402 113</box>
signature-line: NOTARIO PÚBLICO NÚMERO 100 <box>1221 676 1369 688</box>
notice-title: EDICTO <box>822 1428 858 1440</box>
legal-notice <box>961 795 1181 1351</box>
notice-signature <box>1193 2314 1397 2362</box>
signature-line: MIXTO DEL DECIMO DISTRITO JUDICIAL <box>981 742 1162 753</box>
notice-subtitle: EXP. 527/2006 <box>808 747 873 759</box>
legal-notice <box>961 2042 1181 2292</box>
signature-line: LICENCIADO MIGUEL ÁNGEL ROBLES <box>298 1623 469 1635</box>
signature-line: LIC. VÍCTOR MANUEL MARTÍNEZ <box>1222 303 1368 315</box>
signature-line: LICENCIADA MIRIAM VERÓNICA <box>540 1351 684 1362</box>
notice-signature <box>961 2232 1181 2280</box>
signature-line: SALAZAR <box>1272 1025 1317 1037</box>
notice-signature <box>961 1304 1181 1340</box>
legal-notice <box>1193 102 1397 363</box>
signature-line: PRIMERO DE LO FAMILIAR DEL <box>770 671 911 682</box>
newspaper-name: El Porvenir <box>65 46 252 86</box>
notice-signature <box>273 1623 493 1683</box>
notice-title: EDICTO <box>1276 740 1313 752</box>
notice-signature <box>731 1795 950 1831</box>
notice-signature <box>505 1890 719 1926</box>
signature-line: LICENCIADO MANUEL ANGEL VILLALON <box>1204 1013 1386 1024</box>
legal-notice <box>961 102 1181 777</box>
notice-addressee: A la ciudadana María Cortes Ardila <box>505 855 644 865</box>
signature-line: DOMINGUEZ <box>1042 1978 1100 1989</box>
header-rule <box>43 93 1402 97</box>
column-3 <box>499 99 724 2527</box>
signature-line: CIVIL DEL PRIMER DISTRITO JUDICIAL <box>297 1168 470 1179</box>
signature-line: LIC. KAREN ELENA GONZÁLEZ <box>1225 1676 1365 1687</box>
column-6 <box>1186 99 1402 2527</box>
notice-title: EDICTO <box>594 102 630 113</box>
publication-dates: (1 y 11) <box>1278 1338 1310 1350</box>
newspaper-logo[interactable] <box>43 45 252 86</box>
notice-body: En fecha 12 doce de mayo del 2025 dos mil veinticinco se admitió a trámite el expediente número 366/2025 relativo a diligencias de jurisdicción voluntaria sobre autorización judicial para salir del país respecto de la menor I.F.G promovido por la ciudadana Karla Elizabeth García Salas ordenando dar vista Jorge de Jesús Flores Pérez; a fin que dentro del término de 03-tres días, manifieste lo que a sus derechos corresponda respecto del presente procedimiento. Luego, mediante auto de fecha 07 siete de noviembre del año 2025 dos mil veinticinco se ordenó que la notificación ordenada por auto de admisión, le sea realizada al citado Flores Pérez a través de edictos, mismos que se publicarán por 03-tres veces consecutivas tanto en el Periódico Oficial como en el Boletín Judicial del Estado, en el entendido, que dicha notificación surtirá sus efectos a los 10-diez días contados desde el siguiente al de la última publicación. Asimismo, prevéngasele a efecto de que señale domicilio convencional para efecto de oír y recibir todo tipo de notificaciones, mismo que podrá estar ubicado en cualquiera de los municipios de Apodaca, General Escobedo, Guadalupe, Juárez, Monterrey, San Nicolás de los Garza, San Pedro Garza García y Santa Catarina, apercibiendo a dicha persona, que en caso de no hacerlo así, las subsecuentes notificaciones de carácter personal, se le realizarán por medio de instructivo fijado en la tabla de avisos que para tal efecto se lleva en este Juzgado, lo anterior de conformidad con lo dispuesto por los artículos 68 y 73 del Código Adjetivo a la materia. DOY FE. GUADALUPE, NUEVO LEÓN A 11 ONCE DIAS DE NOVIEMBRE DEL AÑO 2025 DOS MIL VEINTICINCO. <box>47 150 262 551</box>
notice-title: EDICTO <box>822 735 858 746</box>
notice-title: PUBICACION NOTARIAL <box>1238 102 1352 113</box>
publication-dates: (9, 10 y 11) <box>131 611 178 623</box>
notice-domicile: DOMICILIO: DESCONOCIDO <box>47 138 167 149</box>
signature-line: EN EL ESTADO <box>1037 753 1105 765</box>
notice-body: En fecha 02 dos de junio de 2025 dos mil veinticinco, se admitió a trámite en este Juzgado Segundo de Juicio Familiar Oral del Segundo Distrito Judicial en el Estado bajo el expediente judicial número 401/2025, relativo al procedimiento oral sobre divorcio incausado, promovido por Raúl Yáñez Hernández en contra de María Cortes Ardila, ordenándose el emplazamiento de la referida Cortes Ardila, a través de edictos por medio del auto de fecha 21 veintiuno de noviembre de 2025 dos mil veinticinco, los cuales se publicarán por 03 tres veces consecutivas tanto en el Periódico Oficial del Estado, en el Boletín Judicial, y en un periódico de los de mayor circulación que se edita en el Estado, como lo son El Porvenir, Milenio Diario, ABC o El Norte, a elección del interesado, a fin de que dentro del término de 9 nueve días ocurra al local de este juzgado a producir su contestación a la demanda, y en su caso, oponga las excepciones y defensas que estime procedentes; en el entendido de que el emplazamiento así hecho surtirá sus efectos a los 10 diez días contados desde el siguiente al de la última publicación. Así mismo, prevéngase a la parte demandada, a fin de que señale domicilio convencional para efecto de oír y recibir notificaciones, apercibida que en caso de no hacerlo así, las notificaciones personales que se verifiquen en el presente trámite se le harán por medio de la tabla de avisos que se lleva en este tribunal, de conformidad con el numeral 68 de la codificación adjetiva en comento. Aclaración hecha de que la notificación realizada así surtirá sus efectos a los 10 diez días contados desde el siguiente al de la última publicación del edicto que se ordena, quedando en la Secretaria del Juzgado a disposición de la parte reo, las copias de traslado de la demanda de inicial, y documentos acompañados a la misma, así como demás constancias de autos, para que ocurra a éste Tribunal por escrito, a contestar la demanda promovida en su contra. <box>505 878 719 1351</box>
legal-notice <box>731 735 950 1411</box>
publication-dates: (1 y 11) <box>1278 1711 1310 1722</box>
signature-line: JUZGADO MIXTO DEL NOVENO DISTRITO <box>62 1605 247 1617</box>
notice-signature <box>961 1641 1181 1700</box>
footer-rule <box>45 2527 1402 2530</box>
notice-domicile: DOMICILIO: IGNORADO. <box>273 1245 378 1256</box>
notice-body: A la parte demandada Isabel Treviño Andrade, con domicilio: ignorado. Con fecha 26 veintiséis de marzo de 2025 dos mil veinticinco, se radicó ante este Juzgado Tercero de lo Civil del Primer Distrito Judicial en el Estado, el expediente judicial número 188/2025, relativo al juicio ordinario civil, promovido por Ruperto Moya Hernández, en contra de Isabel Treviño Andrade, así mismo por auto de fecha 23 veintitrés de octubre de 2025 dos mil veinticinco, se ordenó emplazar a la parte demandada por medio de edictos que se publicarán por tres veces consecutivas en el Periódico Oficial del Estado, en el Boletín Judicial, así como en el periódico El Porvenir o El Norte, a fin de que dentro del término de 9 nueve días ocurra a producir su contestación y a oponer las excepciones de su intención si las tuviere, quedando en la Secretaría de este Juzgado a disposición de la parte demandada las copias simples de la demanda y documentos acompañados a la misma. Asimismo, prevéngasele para que señale domicilio convencional para efecto de oír y recibir notificaciones, en cualquiera de los municipios de Apodaca, General Escobedo, Guadalupe, Juárez, Monterrey, San Nicolás de los Garza, San Pedro Garza García y Santa Catarina, con el apercibimiento de que en caso de no hacerlo así, las subsecuentes notificaciones de carácter personal se le harán en la forma prevista en el artículo 68 del Código de Procedimientos Civiles del Estado, es decir mediante instructivo colocado en la tabla de avisos que se lleva en este juzgado. Doy fe. <box>731 1440 950 1795</box>
notice-signature <box>47 2215 262 2263</box>
notice-signature <box>47 1138 262 1174</box>
notice-body: En fecha (13) trece del mes de enero del año (2025) dos mil veinticinco, se radico en esta Notaria a mi cargo, mediante el Acta Fuera de Protocolo número (100/252,500/25), la SUCESION INTESTAMENTARIA NOTARIAL A BIENES DEL SEÑOR JUAN MARTIN PEREZ SILVA (finado), habiéndose presentado ante el Suscrito a denunciar dicho Juicio a los señores MARTIN GERARDO PEREZ BLANCO y KARLA LIZETH PEREZ BLANCO, en su carácter de hijos legítimos, y con el carácter de Albacea la señora ROSA MARIA BLANCO MARTINEZ, del autor de la sucesión. Lo anterior se publica mediante este aviso por dos ocasiones de (10) diez en (10) diez días, en cumplimiento a lo dispuesto en el (II) segundo párrafo del artículo (882) ochocientos ochenta y dos del Código de Procedimientos Civiles del Estado, convocándose a las personas que se consideren con derecho a la herencia, para que acudan a deducirlo dentro del término de (30) treinta días contados a partir de la publicación de este aviso. ATENTAMENTE <box>1193 753 1397 1013</box>
signature-line: GABRIEL MANUEL VAZQUEZ LOPEZ <box>759 1795 922 1806</box>
signature-line: VISM-530228-TW2 <box>1255 688 1334 700</box>
signature-line: TITULAR DE LA NOTARIA PUBLICA 74 <box>1210 1699 1380 1711</box>
notice-domicile: DOMICILIO IGNORADO. <box>961 126 1063 137</box>
publication-dates: (1 y 11) <box>1278 1072 1310 1084</box>
notice-title: EDICTO <box>594 841 630 853</box>
signature-line: NOTARIO PUBLICO No.104 <box>1012 1989 1130 2001</box>
publication-dates: (10, 11 y 12) <box>814 1831 866 1842</box>
notice-title: EDICTO <box>1052 102 1090 113</box>
signature-line: DEL SEGUNDO DISTRITO JUDICIAL <box>75 576 234 587</box>
notice-body: En fecha 31-treinta y uno de julio de 2025-dos mil veinticinco, se admitió a trámite el expediente número 381/2025, relativo al JUICIO ORAL SOBRE DIVORCIO INCAUSADO que promueve SILVIA ANABEL SANCHEZ VARGAS contra de OSVALDO TREJO CORONADO, ordenándose mediante proveído de fecha 11-once de noviembre del año 2025-dos mil veinticinco, emplazar a OSVALDO TREJO CORONADO mediante la publicación de edictos por 03-tres ocasiones consecutivas tanto en el Periódico Oficial como en el periódico "El Porvenir", así como en el Boletín Judicial del Estado, a fin de que dentro del término de 09-nueve días acuda al local de este juzgado a producir contestación a la demanda instaurada en su contra, oponiendo las excepciones y defensas legales de su intención, quedando para tal efecto a disposición de la parte reo la copia simple de demanda y documentación acompañada a la misma, debidamente selladas y requisitadas por la Secretaría de éste Juzgado, en este Honorable recinto Oficial. En el entendido, que dicha notificación surtirá sus efectos a los 10-diez días, contados desde el siguiente al de la última publicación efectuada. Asimismo, prevéngase a la parte demandada, a fin de que señale domicilio convencional para efecto de oír y recibir todo tipo de notificaciones, mismo que podrá estar ubicado en cualquiera de los municipios de Apodaca, General Escobedo, Guadalupe, Monterrey, San Nicolás de los Garza, San Pedro Garza García y Santa Catarina, apercibiendo a dicha persona que en caso de no hacerlo asi, las subsecuentes notificaciones de carácter personal se le realizarán por medio de instructivo fijado en la tabla de avisos que para tal efecto se lleva en este Juzgado, lo anterior de conformidad con lo dispuesto por los artículos 68 y 73 del Código de Procedimientos Civiles del Estado. DOY FE. MONTERREY, NUEVO LEON A 24-VEINTICUATRO DE NOVIEMBRE DEL 2025 DOS MIL VEINTICINCO. LICENCIADA NORMA PATRICIA CORONADO GONZALEZ. <box>961 830 1181 1303</box>
column-5 <box>955 99 1186 2527</box>
notice-body: Con fecha 21 de noviembre de 2025, ante mi compareció JUAN GUADALUPE SALAZAR ESCOBEDO, a fin de iniciar el procedimiento TESTAMENTARIO a BIENES de JULIA ESCOBEDO MARQUEZ, y que se le reconozca su calidad de definición y su TESTAMENTO publicado en el protocolo de la notaría a mi cargo. Con fundamento en los artículos 64 y 882, del Código de Procedimientos Civiles del Estado, se hace esta publicación por dos veces, a más tardar dentro de las tres días hábiles siguientes a la publicación del segundo edicto, quienes se crean con derecho a la herencia, comparezcan a hacer valer su derecho en la notaría pública a mi cargo, ubicada en Padre Mier 1510 poniente, colonia Obispado, Monterrey, Nuevo León. <box>1193 1114 1397 1302</box>
